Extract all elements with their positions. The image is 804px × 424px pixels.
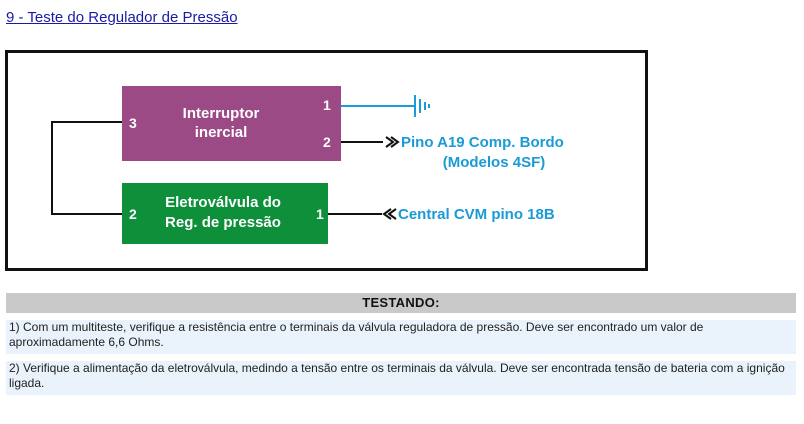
cvm-label: Central CVM pino 18B xyxy=(398,206,555,223)
test-step-1: 1) Com um multiteste, verifique a resistência entre o terminais da válvula reguladora de pressão. Deve ser encontrado um valor de aproximadamente 6,6 Ohms. xyxy=(6,320,796,354)
valve-label-line1: Eletroválvula do xyxy=(165,194,281,211)
valve-pin-2: 2 xyxy=(129,206,137,222)
switch-pin-3: 3 xyxy=(129,115,137,131)
section-title[interactable]: 9 - Teste do Regulador de Pressão xyxy=(6,9,238,26)
wiring-diagram xyxy=(5,50,648,271)
valve-label-line2: Reg. de pressão xyxy=(165,214,281,231)
models-label: (Modelos 4SF) xyxy=(442,154,546,171)
testing-header: TESTANDO: xyxy=(6,293,796,313)
switch-pin-2: 2 xyxy=(323,134,331,150)
switch-pin-1: 1 xyxy=(323,97,331,113)
pin-a19-label: Pino A19 Comp. Bordo xyxy=(401,134,564,151)
switch-label-line1: Interruptor xyxy=(182,105,260,122)
switch-label-line2: inercial xyxy=(194,124,248,141)
test-step-2: 2) Verifique a alimentação da eletroválvula, medindo a tensão entre os terminais da válvula. Deve ser encontrada tensão de bateria com a ignição ligada. xyxy=(6,361,796,395)
valve-pin-1: 1 xyxy=(316,206,324,222)
